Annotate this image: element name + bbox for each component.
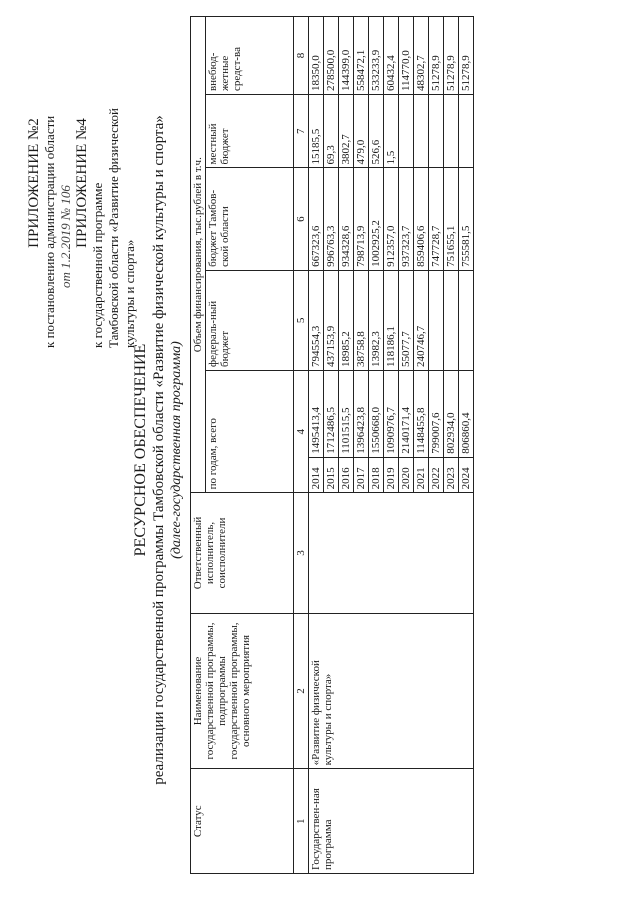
header-extra: внебюд-жетные средст-ва xyxy=(206,17,294,95)
appendix-2-label: ПРИЛОЖЕНИЕ №2 xyxy=(26,118,42,248)
header-federal: федераль-ный бюджет xyxy=(206,270,294,370)
cell-extra: 48302,7 xyxy=(414,17,429,95)
decree-sign-line: от 1.2.2019 № 106 xyxy=(58,185,73,288)
title-line-1: РЕСУРСНОЕ ОБЕСПЕЧЕНИЕ xyxy=(132,343,149,557)
cell-regional: 859406,6 xyxy=(414,168,429,270)
decree-line: к постановлению администрации области xyxy=(42,115,57,348)
col-number: 6 xyxy=(294,168,309,270)
col-number: 5 xyxy=(294,270,309,370)
status-cell: Государствен-ная программа xyxy=(309,769,474,874)
cell-local: 526,6 xyxy=(369,95,384,168)
cell-total: 799007,6 xyxy=(429,371,444,458)
cell-local: 479,0 xyxy=(354,95,369,168)
cell-federal: 794554,3 xyxy=(309,270,324,370)
cell-federal: 55077,7 xyxy=(399,270,414,370)
col-number: 1 xyxy=(294,769,309,874)
cell-extra: 51278,9 xyxy=(459,17,474,95)
cell-extra: 278500,0 xyxy=(324,17,339,95)
program-line-2: культуры и спорта» xyxy=(122,239,137,348)
cell-local xyxy=(459,95,474,168)
cell-year: 2014 xyxy=(309,457,324,493)
col-number: 2 xyxy=(294,613,309,769)
cell-year: 2015 xyxy=(324,457,339,493)
col-number: 4 xyxy=(294,371,309,493)
title-line-2: реализации государственной программы Тамбовской области «Развитие физической культуры и спорта» xyxy=(151,115,167,785)
appendix-4-label: ПРИЛОЖЕНИЕ №4 xyxy=(74,118,90,248)
cell-federal xyxy=(459,270,474,370)
cell-federal: 240746,7 xyxy=(414,270,429,370)
cell-total: 1495413,4 xyxy=(309,371,324,458)
header-local: местный бюджет xyxy=(206,95,294,168)
resource-table xyxy=(190,16,474,874)
cell-extra: 51278,9 xyxy=(444,17,459,95)
appendix-header xyxy=(26,18,138,348)
cell-local: 3802,7 xyxy=(339,95,354,168)
col-number: 7 xyxy=(294,95,309,168)
cell-regional: 912357,0 xyxy=(384,168,399,270)
cell-local xyxy=(444,95,459,168)
cell-extra: 144399,0 xyxy=(339,17,354,95)
to-program-line: к государственной программе xyxy=(90,182,105,348)
cell-local xyxy=(399,95,414,168)
header-regional: бюджет Тамбов-ской области xyxy=(206,168,294,270)
title-line-3: (далее-государственная программа) xyxy=(169,341,184,559)
cell-federal: 13982,3 xyxy=(369,270,384,370)
rotated-sheet xyxy=(20,10,600,890)
cell-federal: 18985,2 xyxy=(339,270,354,370)
cell-year: 2023 xyxy=(444,457,459,493)
cell-extra: 60432,4 xyxy=(384,17,399,95)
cell-year: 2018 xyxy=(369,457,384,493)
cell-extra: 18350,0 xyxy=(309,17,324,95)
cell-year: 2024 xyxy=(459,457,474,493)
executor-cell xyxy=(309,493,474,613)
cell-regional: 751655,1 xyxy=(444,168,459,270)
header-total: по годам, всего xyxy=(206,371,294,493)
cell-federal: 118186,1 xyxy=(384,270,399,370)
cell-year: 2017 xyxy=(354,457,369,493)
cell-total: 1550668,0 xyxy=(369,371,384,458)
cell-total: 806860,4 xyxy=(459,371,474,458)
cell-local xyxy=(414,95,429,168)
cell-year: 2020 xyxy=(399,457,414,493)
cell-year: 2021 xyxy=(414,457,429,493)
header-status: Статус xyxy=(191,769,294,874)
cell-regional: 747728,7 xyxy=(429,168,444,270)
document-title xyxy=(132,10,186,890)
cell-regional: 1002925,2 xyxy=(369,168,384,270)
header-funding: Объем финансирования, тыс.рублей в т.ч. xyxy=(191,17,206,493)
cell-regional: 934328,6 xyxy=(339,168,354,270)
cell-local: 1,5 xyxy=(384,95,399,168)
cell-total: 1101515,5 xyxy=(339,371,354,458)
cell-regional: 667323,6 xyxy=(309,168,324,270)
cell-year: 2016 xyxy=(339,457,354,493)
cell-local: 15185,5 xyxy=(309,95,324,168)
cell-total: 2140171,4 xyxy=(399,371,414,458)
cell-extra: 114770,0 xyxy=(399,17,414,95)
cell-total: 802934,0 xyxy=(444,371,459,458)
cell-local xyxy=(429,95,444,168)
cell-federal xyxy=(429,270,444,370)
cell-total: 1148455,8 xyxy=(414,371,429,458)
cell-regional: 755581,5 xyxy=(459,168,474,270)
table-row xyxy=(309,17,324,874)
program-line-1: Тамбовской области «Развитие физической xyxy=(106,107,121,348)
cell-extra: 533233,9 xyxy=(369,17,384,95)
cell-local: 69,3 xyxy=(324,95,339,168)
cell-regional: 798713,9 xyxy=(354,168,369,270)
cell-regional: 996763,3 xyxy=(324,168,339,270)
cell-regional: 937323,7 xyxy=(399,168,414,270)
program-name-cell: «Развитие физической культуры и спорта» xyxy=(309,613,474,769)
cell-federal: 437153,9 xyxy=(324,270,339,370)
cell-total: 1396423,8 xyxy=(354,371,369,458)
cell-federal: 38758,8 xyxy=(354,270,369,370)
header-name: Наименование государственной программы, подпрограммы государственной программы, основного мероприятия xyxy=(191,613,294,769)
cell-total: 1712486,5 xyxy=(324,371,339,458)
col-number: 3 xyxy=(294,493,309,613)
header-executor: Ответственный исполнитель, соисполнители xyxy=(191,493,294,613)
cell-year: 2022 xyxy=(429,457,444,493)
cell-year: 2019 xyxy=(384,457,399,493)
cell-total: 1090976,7 xyxy=(384,371,399,458)
cell-federal xyxy=(444,270,459,370)
cell-extra: 51278,9 xyxy=(429,17,444,95)
cell-extra: 558472,1 xyxy=(354,17,369,95)
col-number: 8 xyxy=(294,17,309,95)
